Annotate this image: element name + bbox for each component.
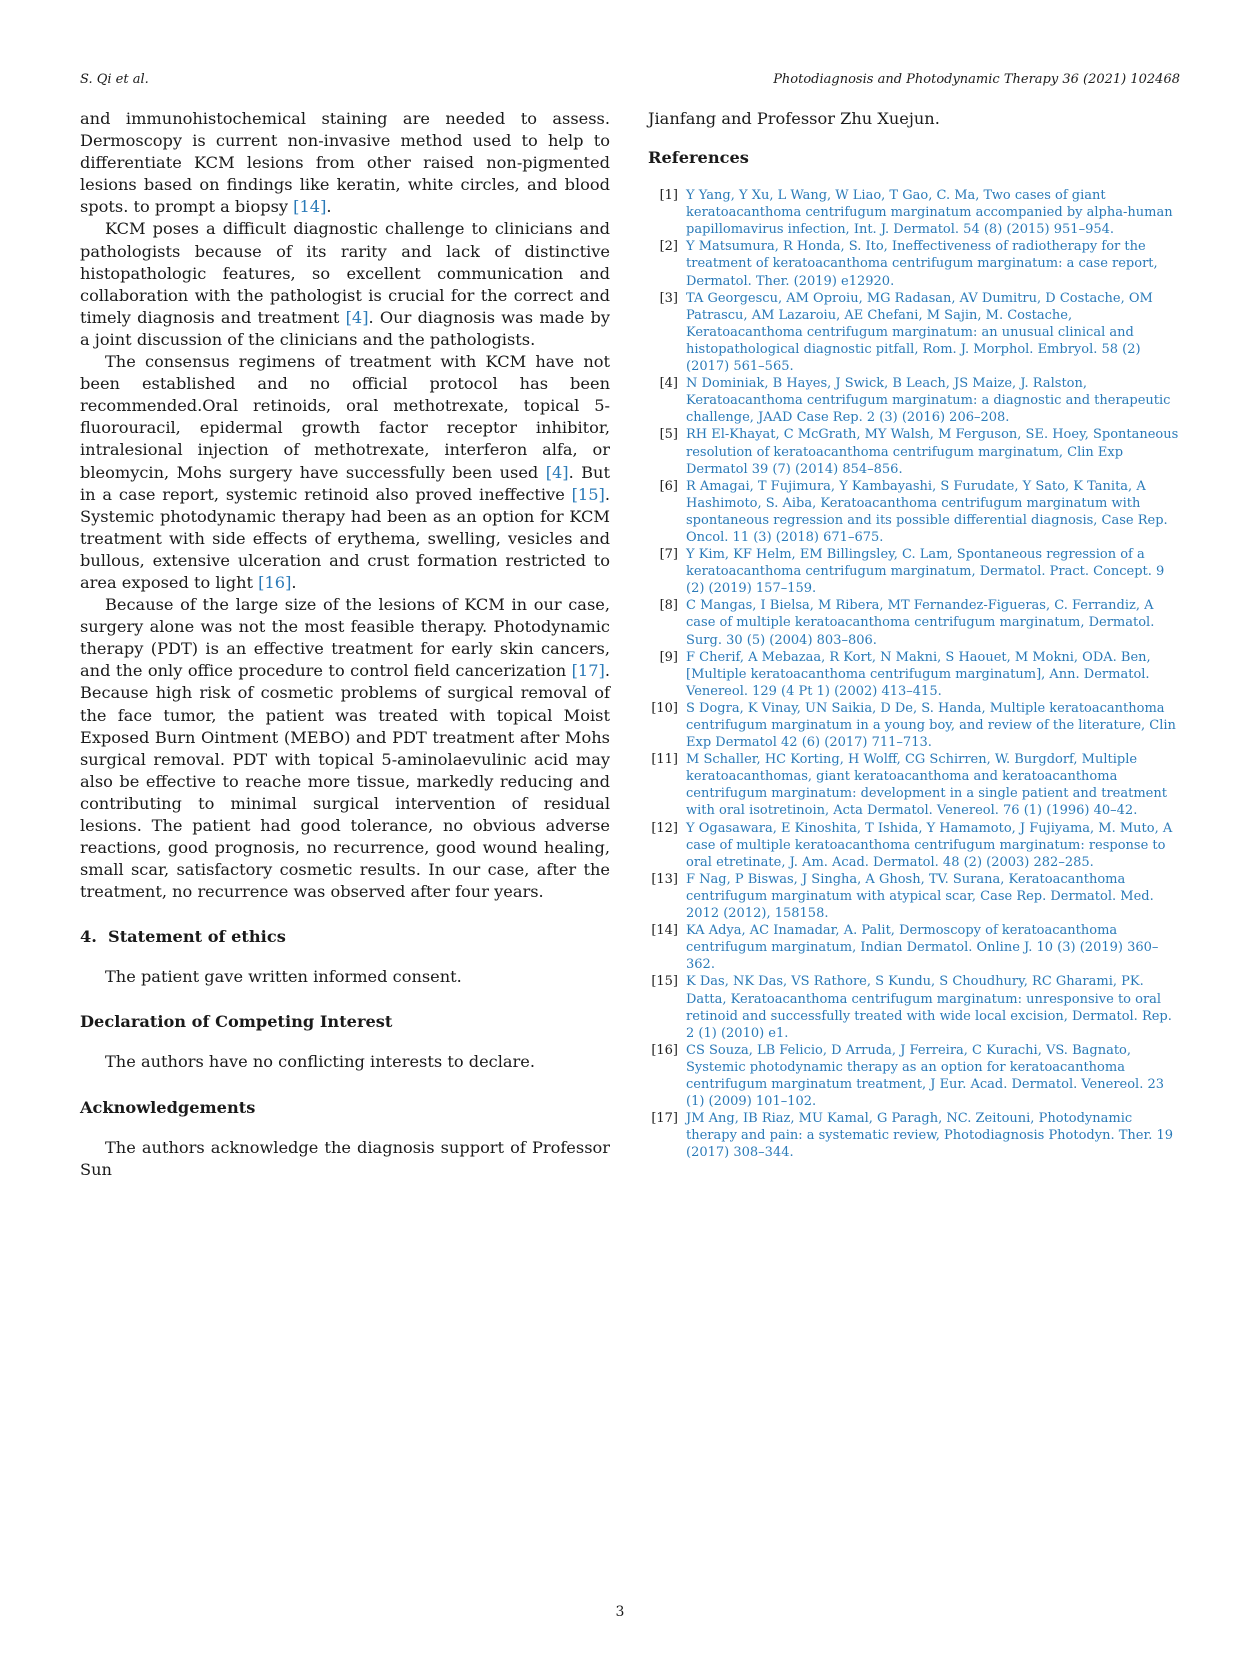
reference-link[interactable]: Y Yang, Y Xu, L Wang, W Liao, T Gao, C. Ma, Two cases of giant keratoacanthoma centrifugum marginatum accompanied by alpha-human papillomavirus infection, Int. J. Dermatol. 54 (8) (2015) 951–954. [686,188,1173,238]
reference-link[interactable]: TA Georgescu, AM Oproiu, MG Radasan, AV Dumitru, D Costache, OM Patrascu, AM Lazaroiu, AE Chefani, M Sajin, M. Costache, Keratoacanthoma centrifugum marginatum: an unusual clinical and histopathological diagnostic pitfall, Rom. J. Morphol. Embryol. 58 (2) (2017) 561–565. [686,290,1153,375]
reference-link[interactable]: Y Kim, KF Helm, EM Billingsley, C. Lam, Spontaneous regression of a keratoacanthoma centrifugum marginatum, Dermatol. Pract. Concept. 9 (2) (2019) 157–159. [686,547,1165,597]
left-column [80,108,610,1181]
reference-link[interactable]: R Amagai, T Fujimura, Y Kambayashi, S Furudate, Y Sato, K Tanita, A Hashimoto, S. Aiba, Keratoacanthoma centrifugum marginatum with spontaneous regression and its possible differential diagnosis, Case Rep. Oncol. 11 (3) (2018) 671–675. [686,478,1168,545]
reference-number: [3] [659,290,678,306]
references-heading: References [648,148,749,168]
reference-link[interactable]: K Das, NK Das, VS Rathore, S Kundu, S Choudhury, RC Gharami, PK. Datta, Keratoacanthoma centrifugum marginatum: unresponsive to oral retinoid and successfully treated with wide local excision, Dermatol. Rep. 2 (1) (2010) e1. [686,974,1172,1041]
section-heading-ethics: 4. Statement of ethics [80,927,286,947]
reference-number: [15] [651,974,678,990]
reference-link[interactable]: F Cherif, A Mebazaa, R Kort, N Makni, S Haouet, M Mokni, ODA. Ben, [Multiple keratoacanthoma centrifugum marginatum], Ann. Dermatol. Venereol. 129 (4 Pt 1) (2002) 413–415. [686,649,1151,699]
paragraph-diagnostic-challenge: KCM poses a difficult diagnostic challenge to clinicians and pathologists because of its rarity and lack of distinctive histopathologic features, so excellent communication and collaboration with the pathologist is crucial for the correct and timely diagnosis and treatment [4]. Our diagnosis was made by a joint discussion of the clinicians and the pathologists. [80,219,610,349]
paragraph-pdt-treatment: Because of the large size of the lesions of KCM in our case, surgery alone was not the most feasible therapy. Photodynamic therapy (PDT) is an effective treatment for early skin cancers, and the only office procedure to control field cancerization [17]. Because high risk of cosmetic problems of surgical removal of the face tumor, the patient was treated with topical Moist Exposed Burn Ointment (MEBO) and PDT treatment after Mohs surgical removal. PDT with topical 5-aminolaevulinic acid may also be effective to reache more tissue, markedly reducing and contributing to minimal surgical intervention of residual lesions. The patient had good tolerance, no obvious adverse reactions, good prognosis, no recurrence, good wound healing, small scar, satisfactory cosmetic results. In our case, after the treatment, no recurrence was observed after four years. [80,595,610,902]
reference-number: [8] [659,598,678,614]
reference-item [648,700,1182,751]
reference-item [648,751,1182,819]
page-number: 3 [615,1604,625,1620]
reference-item [648,478,1182,546]
reference-number: [6] [659,478,678,494]
citation-link[interactable]: [16] [258,572,292,592]
right-column [648,108,1182,1161]
paragraph-treatment-regimens: The consensus regimens of treatment with KCM have not been established and no official protocol has been recommended.Oral retinoids, oral methotrexate, topical 5-fluorouracil, epidermal growth factor receptor inhibitor, intralesional injection of methotrexate, interferon alfa, or bleomycin, Mohs surgery have successfully been used [4]. But in a case report, systemic retinoid also proved ineffective [15]. Systemic photodynamic therapy had been as an option for KCM treatment with side effects of erythema, swelling, vesicles and bullous, extensive ulceration and crust formation restricted to area exposed to light [16]. [80,352,610,592]
reference-item [648,187,1182,238]
reference-link[interactable]: S Dogra, K Vinay, UN Saikia, D De, S. Handa, Multiple keratoacanthoma centrifugum marginatum in a young boy, and review of the literature, Clin Exp Dermatol 42 (6) (2017) 711–713. [686,700,1176,751]
reference-number: [5] [659,427,678,443]
reference-number: [7] [659,547,678,563]
reference-item [648,597,1182,648]
citation-link[interactable]: [17] [571,661,605,681]
reference-item [648,290,1182,375]
reference-number: [11] [651,752,678,768]
paragraph-acknowledgements: The authors acknowledge the diagnosis support of Professor Sun [80,1137,610,1179]
reference-item [648,922,1182,973]
reference-item [648,973,1182,1041]
reference-link[interactable]: KA Adya, AC Inamadar, A. Palit, Dermoscopy of keratoacanthoma centrifugum marginatum, Indian Dermatol. Online J. 10 (3) (2019) 360–362. [686,923,1159,973]
reference-link[interactable]: JM Ang, IB Riaz, MU Kamal, G Paragh, NC. Zeitouni, Photodynamic therapy and pain: a systematic review, Photodiagnosis Photodyn. Ther. 19 (2017) 308–344. [686,1111,1174,1161]
reference-number: [16] [651,1042,678,1058]
paragraph-competing-interest: The authors have no conflicting interests to declare. [105,1052,536,1072]
reference-list [648,187,1182,1161]
reference-link[interactable]: M Schaller, HC Korting, H Wolff, CG Schirren, W. Burgdorf, Multiple keratoacanthomas, giant keratoacanthoma and keratoacanthoma centrifugum marginatum: development in a single patient and treatment with oral isotretinoin, Acta Dermatol. Venereol. 76 (1) (1996) 40–42. [686,752,1167,819]
reference-link[interactable]: CS Souza, LB Felicio, D Arruda, J Ferreira, C Kurachi, VS. Bagnato, Systemic photodynamic therapy as an option for keratoacanthoma centrifugum marginatum treatment, J Eur. Acad. Dermatol. Venereol. 23 (1) (2009) 101–102. [686,1042,1165,1110]
reference-item [648,1110,1182,1161]
citation-link[interactable]: [4] [345,307,369,327]
reference-item [648,649,1182,700]
paragraph-dermoscopy: and immunohistochemical staining are needed to assess. Dermoscopy is current non-invasive method used to help to differentiate KCM lesions from other raised non-pigmented lesions based on findings like keratin, white circles, and blood spots. to prompt a biopsy [14]. [80,109,610,217]
reference-link[interactable]: F Nag, P Biswas, J Singha, A Ghosh, TV. Surana, Keratoacanthoma centrifugum marginatum with atypical scar, Case Rep. Dermatol. Med. 2012 (2012), 158158. [686,871,1154,922]
reference-item [648,426,1182,477]
reference-number: [14] [651,923,678,939]
reference-item [648,1042,1182,1110]
reference-link[interactable]: C Mangas, I Bielsa, M Ribera, MT Fernandez-Figueras, C. Ferrandiz, A case of multiple keratoacanthoma centrifugum marginatum, Dermatol. Surg. 30 (5) (2004) 803–806. [686,598,1155,648]
section-heading-competing-interest: Declaration of Competing Interest [80,1012,393,1032]
reference-link[interactable]: Y Matsumura, R Honda, S. Ito, Ineffectiveness of radiotherapy for the treatment of keratoacanthoma centrifugum marginatum: a case report, Dermatol. Ther. (2019) e12920. [686,239,1158,289]
reference-number: [13] [651,871,678,887]
reference-item [648,820,1182,871]
reference-number: [4] [659,376,678,392]
running-head-journal: Photodiagnosis and Photodynamic Therapy 36 (2021) 102468 [773,72,1180,87]
paragraph-ethics: The patient gave written informed consent. [105,967,462,987]
citation-link[interactable]: [15] [571,484,605,504]
reference-number: [2] [659,239,678,255]
reference-link[interactable]: RH El-Khayat, C McGrath, MY Walsh, M Ferguson, SE. Hoey, Spontaneous resolution of keratoacanthoma centrifugum marginatum, Clin Exp Dermatol 39 (7) (2014) 854–856. [686,427,1179,477]
running-head-authors: S. Qi et al. [80,72,149,87]
reference-number: [12] [651,820,678,836]
section-heading-acknowledgements: Acknowledgements [80,1097,256,1117]
reference-item [648,871,1182,922]
reference-number: [10] [651,700,678,716]
reference-number: [9] [659,649,678,665]
reference-item [648,238,1182,289]
reference-item [648,375,1182,426]
reference-item [648,546,1182,597]
paragraph-acknowledgements-continued: Jianfang and Professor Zhu Xuejun. [648,109,940,128]
citation-link[interactable]: [4] [545,462,569,482]
reference-link[interactable]: Y Ogasawara, E Kinoshita, T Ishida, Y Hamamoto, J Fujiyama, M. Muto, A case of multiple keratoacanthoma centrifugum marginatum: response to oral etretinate, J. Am. Acad. Dermatol. 48 (2) (2003) 282–285. [686,820,1173,870]
citation-link[interactable]: [14] [293,197,327,217]
reference-link[interactable]: N Dominiak, B Hayes, J Swick, B Leach, JS Maize, J. Ralston, Keratoacanthoma centrifugum marginatum: a diagnostic and therapeutic challenge, JAAD Case Rep. 2 (3) (2016) 206–208. [686,376,1171,426]
reference-number: [17] [651,1111,678,1127]
reference-number: [1] [659,188,678,204]
